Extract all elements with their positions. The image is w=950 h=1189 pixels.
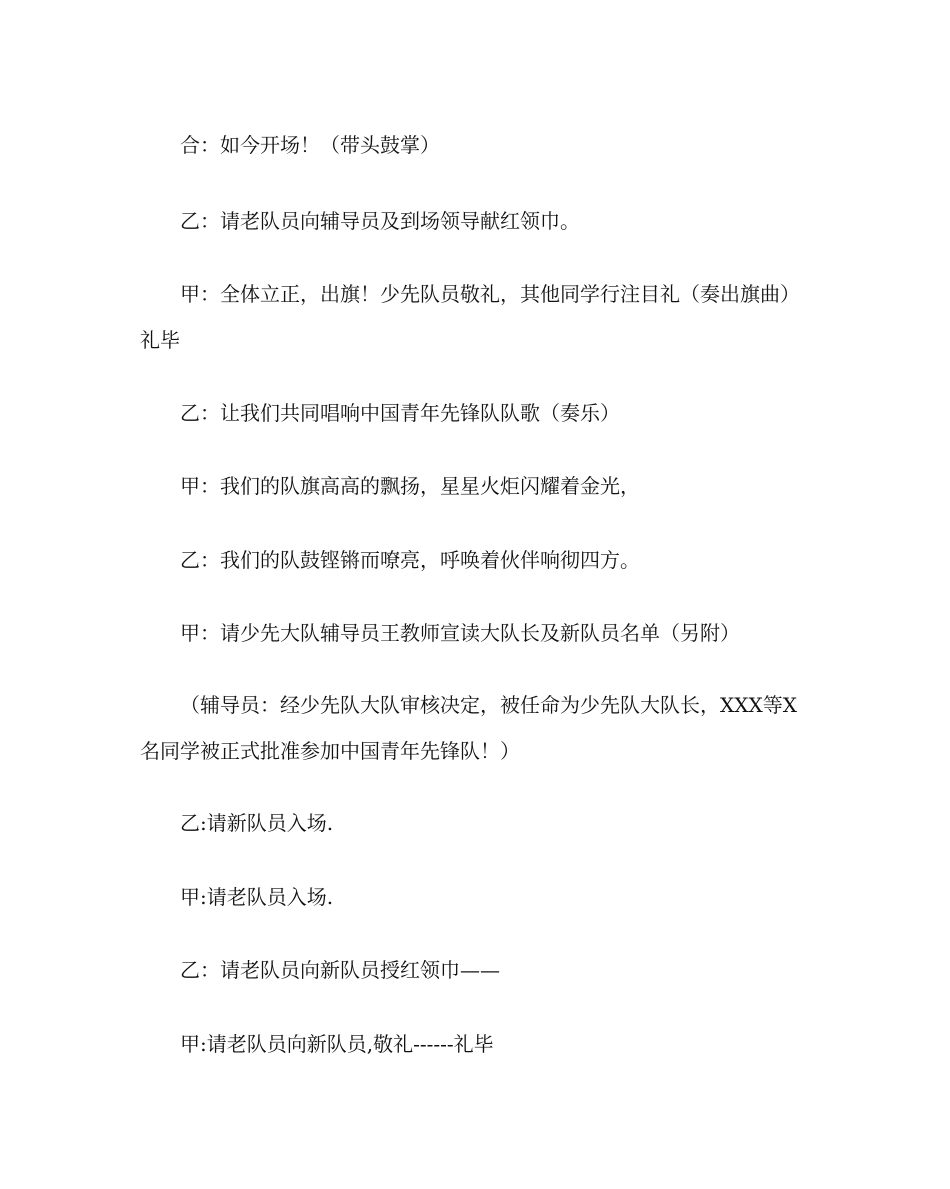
paragraph-drum-verse: 乙：我们的队鼓铿锵而嘹亮，呼唤着伙伴响彻四方。 <box>180 548 640 572</box>
paragraph-flag-verse: 甲：我们的队旗高高的飘扬，星星火炬闪耀着金光， <box>180 474 640 498</box>
paragraph-new-members-enter: 乙:请新队员入场. <box>180 811 334 835</box>
paragraph-read-list: 甲：请少先大队辅导员王教师宣读大队长及新队员名单（另附） <box>180 621 740 645</box>
paragraph-anthem: 乙：让我们共同唱响中国青年先锋队队歌（奏乐） <box>180 401 620 425</box>
paragraph-opening: 合：如今开场！（带头鼓掌） <box>180 133 440 157</box>
paragraph-flag-ceremony: 甲：全体立正，出旗！少先队员敬礼，其他同学行注目礼（奏出旗曲）礼毕 <box>140 282 800 352</box>
paragraph-award-scarves: 乙：请老队员向新队员授红领巾—— <box>180 958 500 982</box>
paragraph-present-scarves: 乙：请老队员向辅导员及到场领导献红领巾。 <box>180 209 580 233</box>
paragraph-old-members-enter: 甲:请老队员入场. <box>180 885 334 909</box>
paragraph-counselor-announcement: （辅导员：经少先队大队审核决定，被任命为少先队大队长，XXX等X名同学被正式批准参加中国青年先锋队！） <box>140 693 797 763</box>
paragraph-salute: 甲:请老队员向新队员,敬礼------礼毕 <box>180 1032 494 1056</box>
